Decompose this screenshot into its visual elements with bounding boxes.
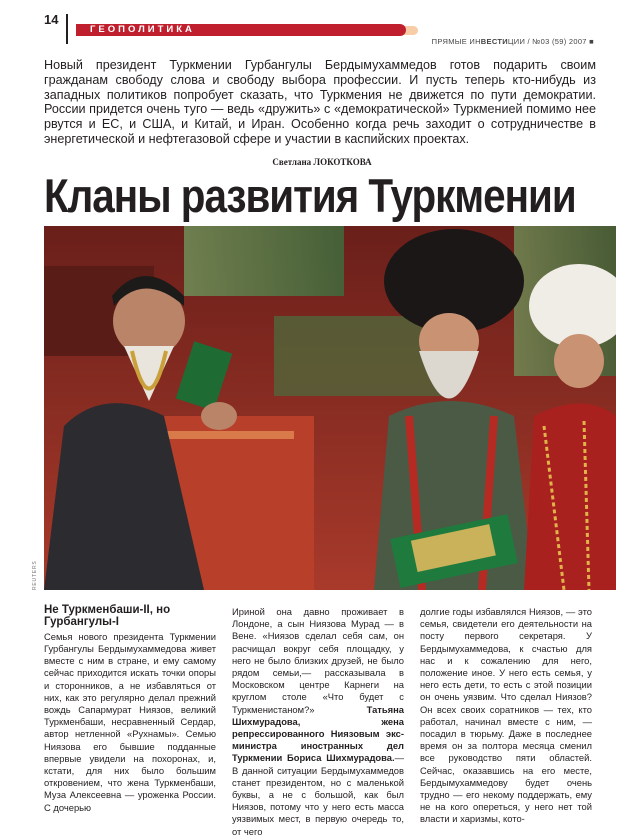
author-byline: Светлана ЛОКОТКОВА [272, 157, 372, 167]
issue-label: ПРЯМЫЕ ИНВЕСТИЦИИ / №03 (59) 2007 ■ [431, 37, 594, 46]
header-rule [66, 14, 68, 44]
article-headline: Кланы развития Туркмении [44, 169, 576, 222]
column-2-text: Ириной она давно проживает в Лондоне, а сын Ниязова Мурад — в Вене. «Ниязов сделал себя сам, он расчищал вокруг себя площадку, у него не было близких друзей, не было рядом семьи,— рассказывала в Московском центре Карнеги на круглом столе «Что будет с Туркменистаном?» [232, 606, 404, 715]
column-1-text: Семья нового президента Туркмении Гурбангулы Бердымухаммедова живет вместе с ним в стране, и ему самому сейчас приходится искать точки опоры и сторонников, а не избавляться от них, как это регулярно делал прежний вождь Сапармурат Ниязов, великий Туркменбаши, несравненный Сердар, автор нетленной «Рухнамы». Семью Ниязова его бывшие подданные впервые увидели на похоронах, и, кстати, для них было большим откровением, что жена Туркменбаши, Муза Алексеевна — уроженка России. С дочерью [44, 630, 216, 813]
article-column-2 [232, 606, 404, 838]
photo-credit: REUTERS [32, 560, 38, 590]
article-photo [44, 226, 616, 590]
article-subhead: Не Туркменбаши-II, но Гурбангулы-I [44, 604, 171, 629]
column-2-text-continued: — В данной ситуации Бердымухаммедов станет президентом, но с маленькой буквы, а не с большой, как был Ниязов, потому что у него есть масса уязвимых мест, в первую очередь то, от чего [232, 752, 404, 837]
photo-illustration [44, 226, 616, 590]
column-2-bold: Татьяна Шихмурадова, жена репрессированного Ниязовым экс-министра иностранных дел Туркмении Бориса Шихмурадова. [232, 703, 404, 764]
article-column-1 [44, 604, 216, 814]
article-column-3: долгие годы избавлялся Ниязов, — это семья, свидетели его деятельности на посту первого секретаря. У Бердымухаммедова, к счастью для нас и к сожалению для него, положение иное. У него есть семья, у него есть дети, то есть с этой позиции он очень уязвим. Что сделал Ниязов? Он всех своих соратников — тех, кто работал, начинал вместе с ним, — посадил в тюрьму. Даже в последнее время он за полтора месяца сменил все руководство пяти областей. Сейчас, оказавшись на его месте, Бердымухаммедову будет очень трудно — его некому поддержать, ему не на кого опереться, у него нет той власти и харизмы, кото- [420, 606, 592, 825]
page-number: 14 [44, 12, 59, 27]
lead-paragraph: Новый президент Туркмении Гурбангулы Бердымухаммедов готов подарить своим гражданам свободу слова и свободу выбора профессии. И пусть теперь кто-нибудь из западных политиков попробует сказать, что Туркмения не движется по пути демократии. России придется очень туго — ведь «дружить» с «демократической» Туркменией помимо нее рвутся и ЕС, и США, и Китай, и Иран. Особенно когда речь заходит о сотрудничестве в энергетической и нефтегазовой сфере и участии в каспийских проектах. [44, 58, 596, 146]
section-title: ГЕОПОЛИТИКА [90, 24, 195, 35]
